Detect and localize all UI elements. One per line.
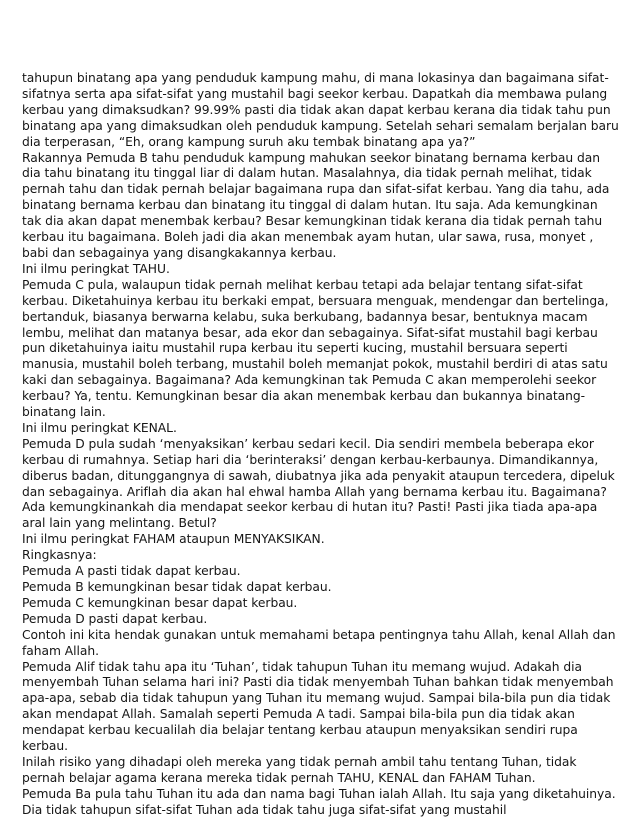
summary-line-b: Pemuda B kemungkinan besar tidak dapat kerbau. bbox=[22, 580, 332, 594]
paragraph-pemuda-a-continuation: tahupun binatang apa yang penduduk kampung mahu, di mana lokasinya dan bagaimana sifat-sifatnya serta apa sifat-sifat yang mustahil bagi seekor kerbau. Dapatkah dia membawa pulang kerbau yang dimaksudkan? 99.99% pasti dia tidak akan dapat kerbau kerana dia tidak tahu pun binatang apa yang dimaksudkan oleh penduduk kampung. Setelah sehari semalam berjalan baru dia terperasan, “Eh, orang kampung suruh aku tembak binatang apa ya?” bbox=[22, 71, 619, 149]
summary-line-a: Pemuda A pasti tidak dapat kerbau. bbox=[22, 564, 241, 579]
document-body bbox=[22, 71, 620, 819]
paragraph-risiko: Inilah risiko yang dihadapi oleh mereka yang tidak pernah ambil tahu tentang Tuhan, tidak pernah belajar agama kerana mereka tidak pernah TAHU, KENAL dan FAHAM Tuhan. bbox=[22, 754, 577, 785]
summary-line-d: Pemuda D pasti dapat kerbau. bbox=[22, 611, 208, 626]
paragraph-pemuda-alif: Pemuda Alif tidak tahu apa itu ‘Tuhan’, tidak tahupun Tuhan itu memang wujud. Adakah dia menyembah Tuhan selama hari ini? Pasti dia tidak menyembah Tuhan bahkan tidak menyembah apa-apa, sebab dia tidak tahupun yang Tuhan itu memang wujud. Sampai bila-bila pun dia tidak akan mendapat Allah. Samalah seperti Pemuda A tadi. Sampai bila-bila pun dia tidak akan mendapat kerbau kecualilah dia belajar tentang kerbau ataupun menyaksikan sendiri rupa kerbau. bbox=[22, 659, 614, 754]
paragraph-pemuda-b: Rakannya Pemuda B tahu penduduk kampung mahukan seekor binatang bernama kerbau dan dia tahu binatang itu tinggal liar di dalam hutan. Masalahnya, dia tidak pernah melihat, tidak pernah tahu dan tidak pernah belajar bagaimana rupa dan sifat-sifat kerbau. Yang dia tahu, ada binatang bernama kerbau dan binatang itu tinggal di dalam hutan. Itu saja. Ada kemungkinan tak dia akan dapat menembak kerbau? Besar kemungkinan tidak kerana dia tidak pernah tahu kerbau itu bagaimana. Boleh jadi dia akan menembak ayam hutan, ular sawa, rusa, monyet , babi dan sebagainya yang disangkakannya kerbau. bbox=[22, 150, 610, 260]
paragraph-ilmu-tahu: Ini ilmu peringkat TAHU. bbox=[22, 261, 170, 276]
paragraph-ilmu-faham: Ini ilmu peringkat FAHAM ataupun MENYAKSIKAN. bbox=[22, 532, 325, 547]
paragraph-pemuda-ba: Pemuda Ba pula tahu Tuhan itu ada dan nama bagi Tuhan ialah Allah. Itu saja yang diketahuinya. Dia tidak tahupun sifat-sifat Tuhan ada tidak tahu juga sifat-sifat yang mustahil bbox=[22, 786, 616, 817]
paragraph-contoh: Contoh ini kita hendak gunakan untuk memahami betapa pentingnya tahu Allah, kenal Allah dan faham Allah. bbox=[22, 627, 616, 658]
paragraph-ilmu-kenal: Ini ilmu peringkat KENAL. bbox=[22, 420, 177, 435]
paragraph-pemuda-c: Pemuda C pula, walaupun tidak pernah melihat kerbau tetapi ada belajar tentang sifat-sifat kerbau. Diketahuinya kerbau itu berkaki empat, bersuara menguak, mendengar dan bertelinga, bertanduk, biasanya berwarna kelabu, suka berkubang, badannya besar, bentuknya macam lembu, melihat dan matanya besar, ada ekor dan sebagainya. Sifat-sifat mustahil bagi kerbau pun diketahuinya iaitu mustahil rupa kerbau itu seperti kucing, mustahil bersuara seperti manusia, mustahil boleh terbang, mustahil boleh memanjat pokok, mustahil berdiri di atas satu kaki dan sebagainya. Bagaimana? Ada kemungkinan tak Pemuda C akan memperolehi seekor kerbau? Ya, tentu. Kemungkinan besar dia akan menembak kerbau dan bukannya binatang-binatang lain. bbox=[22, 277, 609, 420]
paragraph-pemuda-d: Pemuda D pula sudah ‘menyaksikan’ kerbau sedari kecil. Dia sendiri membela beberapa ekor kerbau di rumahnya. Setiap hari dia ‘berinteraksi’ dengan kerbau-kerbaunya. Dimandikannya, diberus badan, ditunggangnya di sawah, diubatnya jika ada penyakit ataupun tercedera, dipeluk dan sebagainya. Ariflah dia akan hal ehwal hamba Allah yang bernama kerbau itu. Bagaimana? Ada kemungkinankah dia mendapat seekor kerbau di hutan itu? Pasti! Pasti jika tiada apa-apa aral lain yang melintang. Betul? bbox=[22, 436, 615, 531]
summary-line-c: Pemuda C kemungkinan besar dapat kerbau. bbox=[22, 595, 298, 610]
paragraph-ringkasnya: Ringkasnya: bbox=[22, 548, 97, 563]
